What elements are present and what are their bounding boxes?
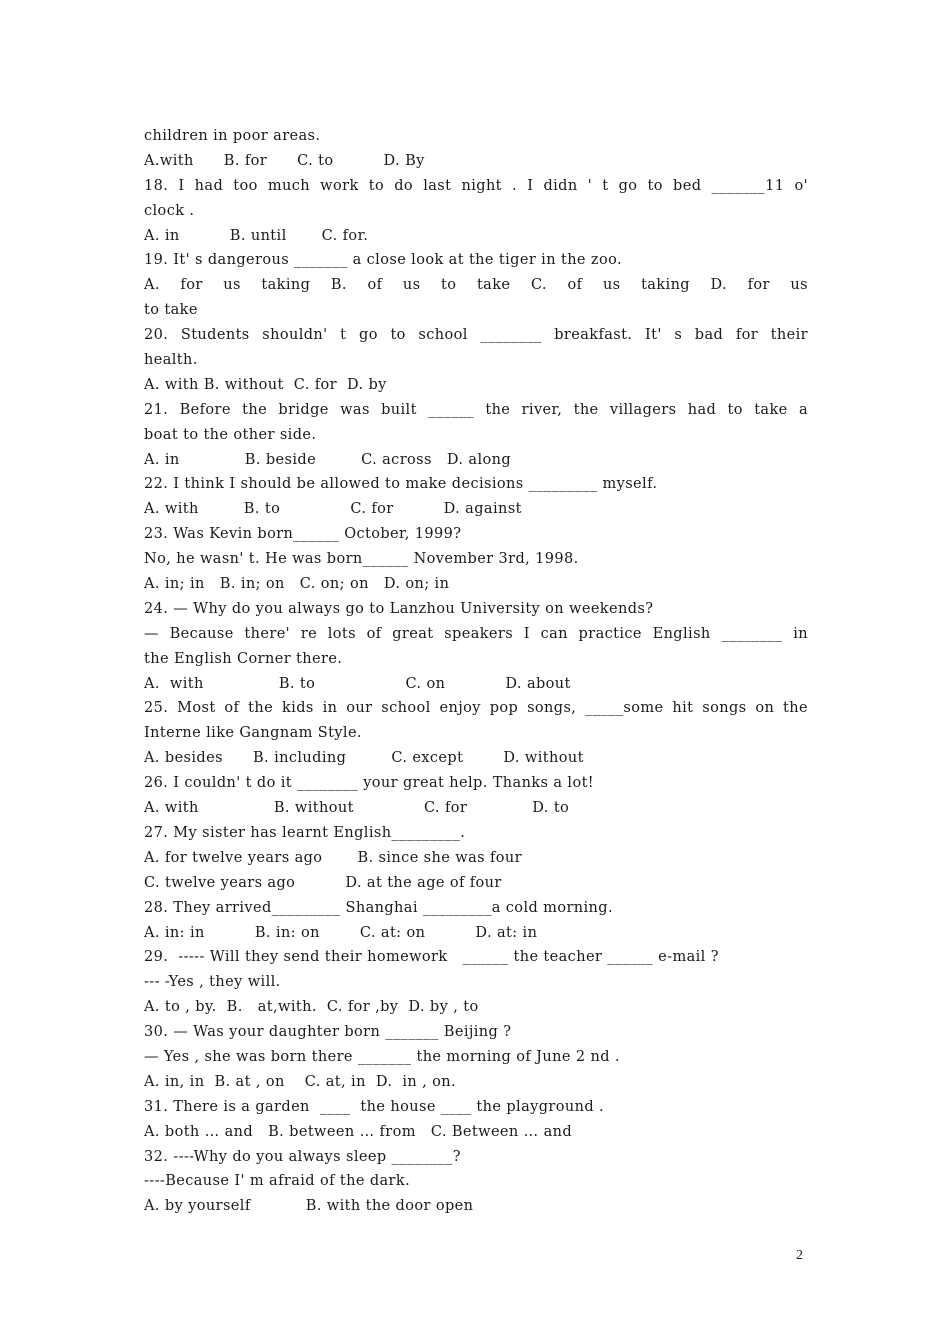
text-line: — Because there' re lots of great speakers I can practice English ________ in [144,625,808,642]
text-line: clock . [144,202,195,219]
text-line: --- -Yes , they will. [144,974,281,991]
text-line: 32. ----Why do you always sleep ________? [144,1148,461,1165]
text-line: A. with B. without C. for D. by [144,376,387,393]
text-line: A. with B. to C. on D. about [144,675,571,692]
document-body [144,124,808,1219]
text-line: 18. I had too much work to do last night . I didn ' t go to bed _______11 o' [144,177,808,194]
text-line: health. [144,352,198,369]
text-line: No, he wasn' t. He was born______ November 3rd, 1998. [144,551,579,568]
text-line: C. twelve years ago D. at the age of four [144,874,502,891]
text-line: 24. — Why do you always go to Lanzhou University on weekends? [144,600,654,617]
text-line: A. with B. without C. for D. to [144,800,570,817]
text-line: A. in: in B. in: on C. at: on D. at: in [144,924,538,941]
page-number: 2 [796,1248,803,1263]
text-line: 21. Before the bridge was built ______ the river, the villagers had to take a [144,401,808,418]
text-line: A. for us taking B. of us to take C. of us taking D. for us [144,277,808,294]
text-line: — Yes , she was born there _______ the morning of June 2 nd . [144,1048,620,1065]
text-line: A. for twelve years ago B. since she was four [144,849,522,866]
text-line: 19. It' s dangerous _______ a close look at the tiger in the zoo. [144,252,622,269]
text-line: 22. I think I should be allowed to make decisions _________ myself. [144,476,658,493]
text-line: 23. Was Kevin born______ October, 1999? [144,526,462,543]
text-line: Interne like Gangnam Style. [144,725,362,742]
text-line: A. in B. beside C. across D. along [144,451,512,468]
text-line: A. besides B. including C. except D. without [144,750,584,767]
text-line: ----Because I' m afraid of the dark. [144,1173,411,1190]
text-line: to take [144,302,198,319]
text-line: 30. — Was your daughter born _______ Beijing ? [144,1024,512,1041]
text-line: A. in; in B. in; on C. on; on D. on; in [144,576,450,593]
text-line: the English Corner there. [144,650,343,667]
text-line: boat to the other side. [144,426,317,443]
text-line: 28. They arrived_________ Shanghai _________a cold morning. [144,899,613,916]
text-line: A. by yourself B. with the door open [144,1198,474,1215]
text-line: 29. ----- Will they send their homework ______ the teacher ______ e-mail ? [144,949,719,966]
text-line: A. in, in B. at , on C. at, in D. in , on. [144,1073,457,1090]
text-line: A. to , by. B. at,with. C. for ,by D. by , to [144,999,479,1016]
text-line: 20. Students shouldn' t go to school ________ breakfast. It' s bad for their [144,327,808,344]
text-line: 27. My sister has learnt English_________. [144,824,466,841]
text-line: 25. Most of the kids in our school enjoy pop songs, _____some hit songs on the [144,700,808,717]
text-line: A. both … and B. between … from C. Between … and [144,1123,573,1140]
text-line: A.with B. for C. to D. By [144,152,425,169]
text-line: 26. I couldn' t do it ________ your great help. Thanks a lot! [144,775,595,792]
text-line: 31. There is a garden ____ the house ____ the playground . [144,1098,605,1115]
text-line: A. with B. to C. for D. against [144,501,522,518]
text-line: children in poor areas. [144,128,321,144]
text-line: A. in B. until C. for. [144,227,369,244]
